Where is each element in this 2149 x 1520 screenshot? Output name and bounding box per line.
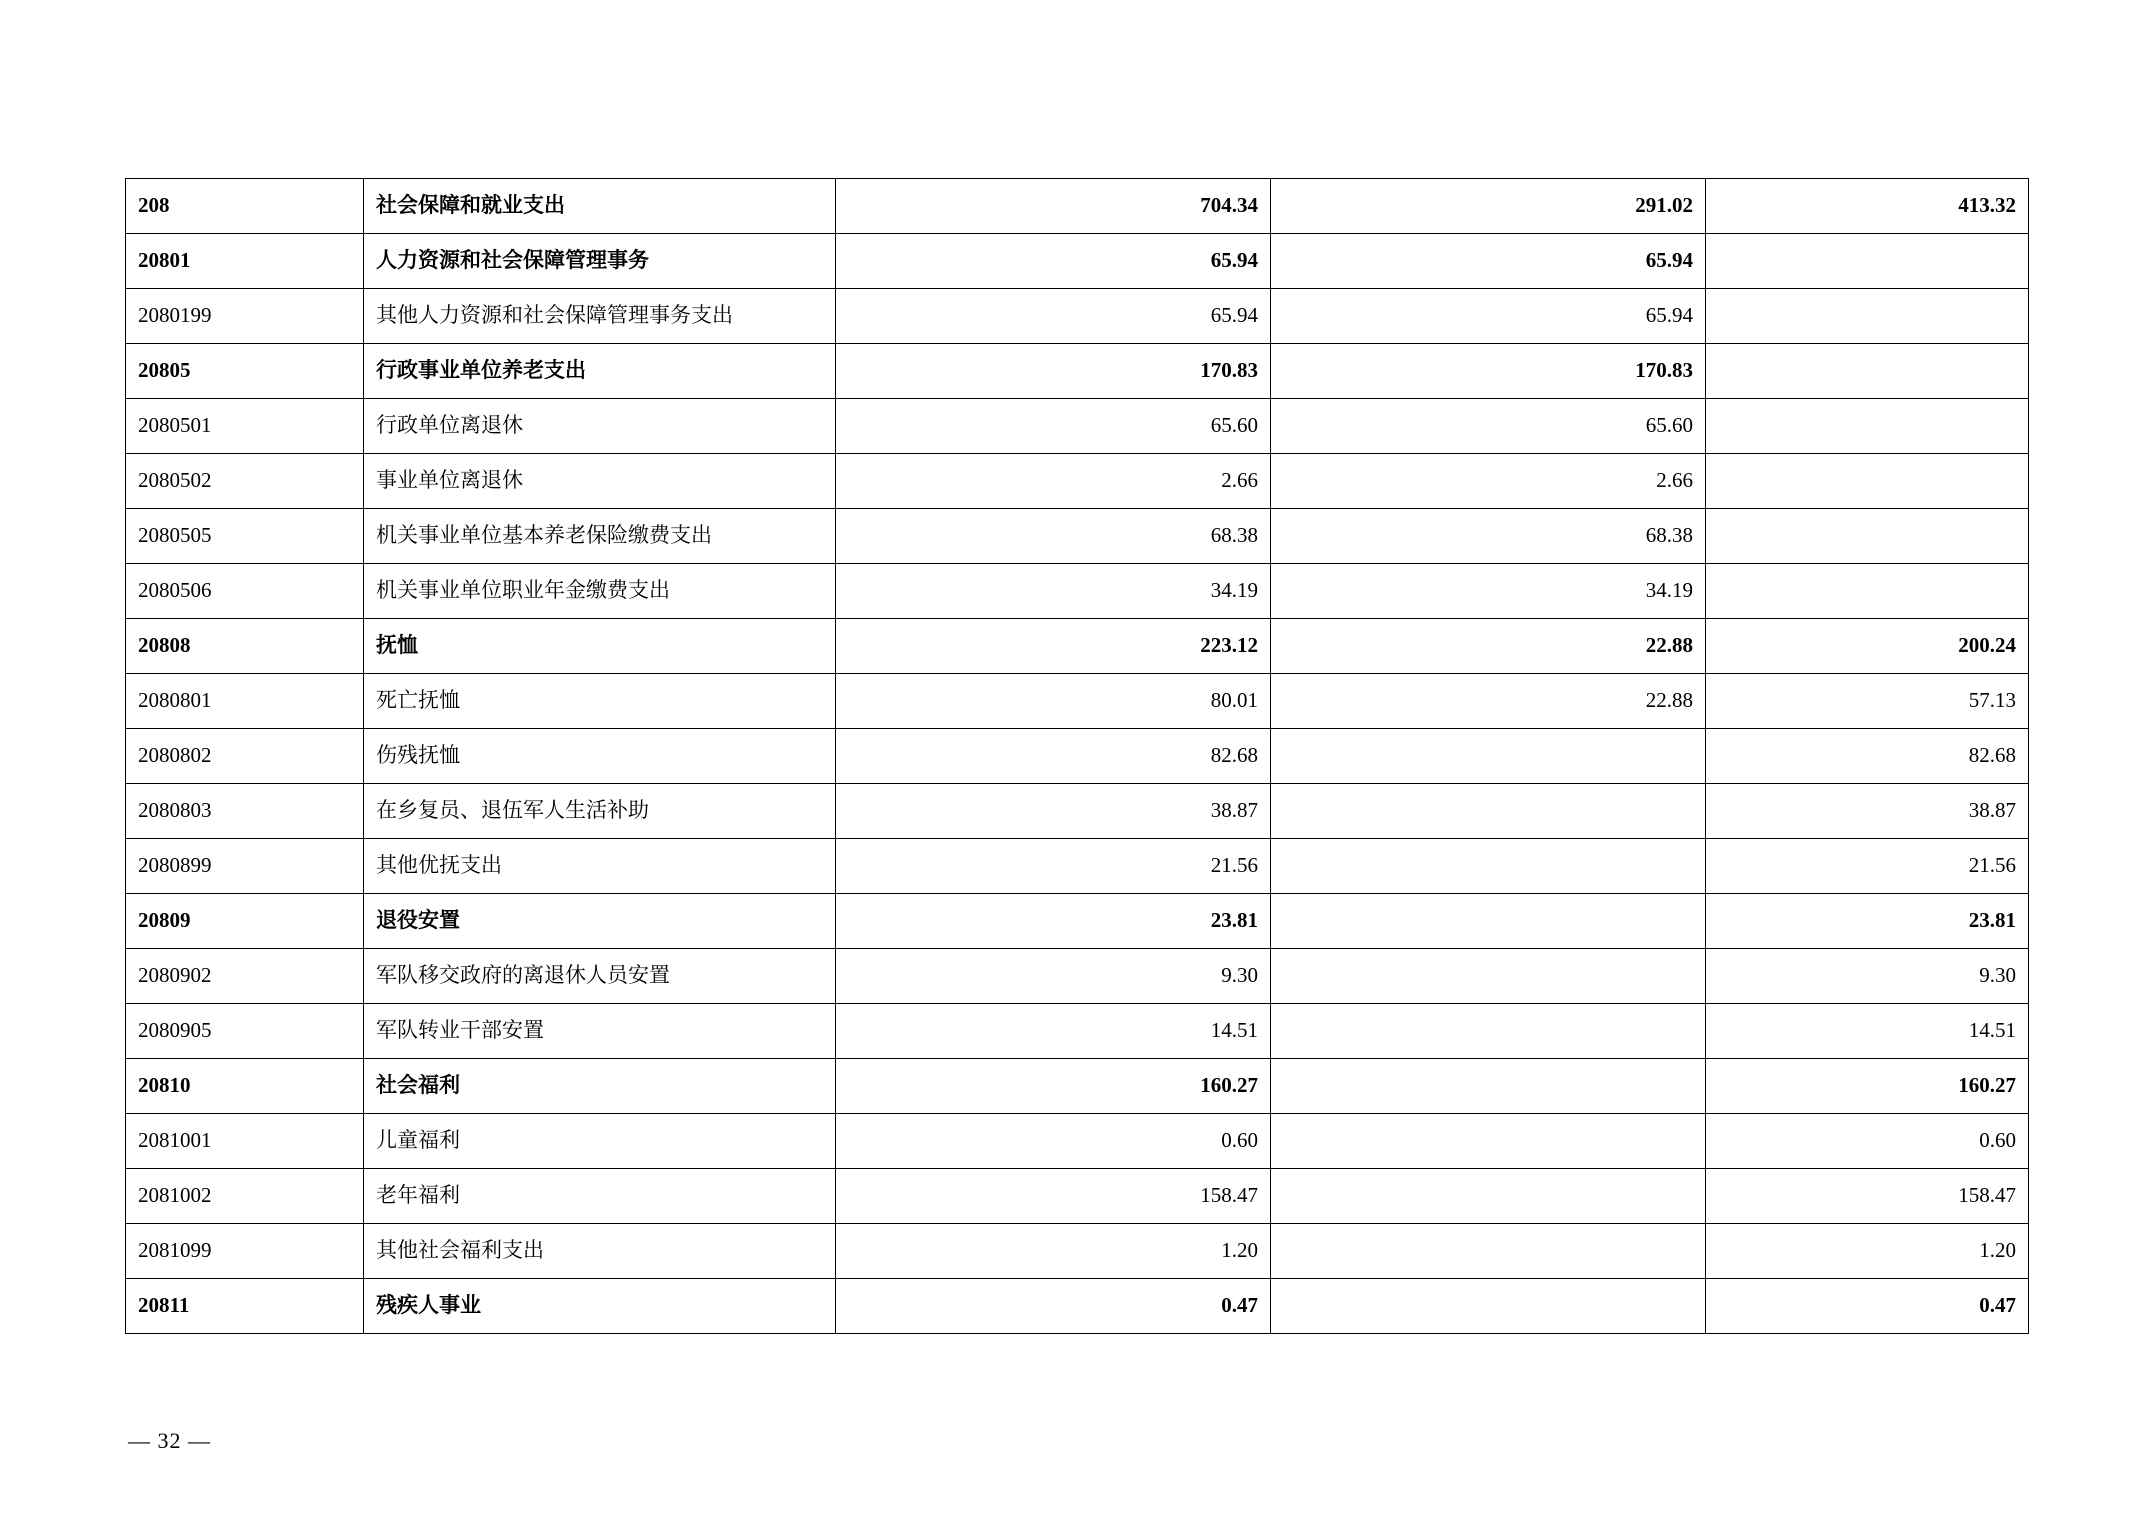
cell-total: 704.34	[836, 179, 1271, 234]
cell-amount-3	[1706, 289, 2029, 344]
cell-name: 事业单位离退休	[364, 454, 836, 509]
table-row	[126, 949, 2029, 1004]
cell-code: 2080505	[126, 509, 364, 564]
table-row	[126, 399, 2029, 454]
cell-code: 208	[126, 179, 364, 234]
cell-amount-2: 65.94	[1271, 234, 1706, 289]
cell-code: 20810	[126, 1059, 364, 1114]
cell-code: 20809	[126, 894, 364, 949]
cell-amount-2: 170.83	[1271, 344, 1706, 399]
table-row	[126, 1224, 2029, 1279]
cell-amount-3: 0.47	[1706, 1279, 2029, 1334]
cell-amount-3	[1706, 509, 2029, 564]
cell-amount-3: 14.51	[1706, 1004, 2029, 1059]
cell-name: 机关事业单位基本养老保险缴费支出	[364, 509, 836, 564]
cell-name: 军队移交政府的离退休人员安置	[364, 949, 836, 1004]
table-row	[126, 894, 2029, 949]
cell-total: 2.66	[836, 454, 1271, 509]
cell-total: 65.94	[836, 289, 1271, 344]
cell-amount-2: 291.02	[1271, 179, 1706, 234]
table-row	[126, 1114, 2029, 1169]
cell-total: 1.20	[836, 1224, 1271, 1279]
cell-code: 2080199	[126, 289, 364, 344]
cell-name: 其他社会福利支出	[364, 1224, 836, 1279]
table-row	[126, 564, 2029, 619]
cell-amount-3: 0.60	[1706, 1114, 2029, 1169]
cell-code: 2080902	[126, 949, 364, 1004]
cell-total: 82.68	[836, 729, 1271, 784]
table-row	[126, 1059, 2029, 1114]
cell-code: 20805	[126, 344, 364, 399]
cell-amount-2	[1271, 784, 1706, 839]
table-row	[126, 839, 2029, 894]
cell-amount-2	[1271, 1059, 1706, 1114]
cell-amount-3: 1.20	[1706, 1224, 2029, 1279]
cell-code: 2080506	[126, 564, 364, 619]
cell-total: 80.01	[836, 674, 1271, 729]
budget-expenditure-table	[125, 178, 2029, 1334]
cell-total: 21.56	[836, 839, 1271, 894]
cell-amount-3	[1706, 234, 2029, 289]
cell-code: 20811	[126, 1279, 364, 1334]
cell-amount-3: 160.27	[1706, 1059, 2029, 1114]
table-row	[126, 509, 2029, 564]
cell-code: 2081099	[126, 1224, 364, 1279]
cell-code: 2080801	[126, 674, 364, 729]
cell-total: 65.60	[836, 399, 1271, 454]
cell-amount-2: 65.60	[1271, 399, 1706, 454]
cell-amount-3: 413.32	[1706, 179, 2029, 234]
cell-code: 20808	[126, 619, 364, 674]
cell-amount-2: 34.19	[1271, 564, 1706, 619]
cell-amount-3: 21.56	[1706, 839, 2029, 894]
cell-amount-3: 158.47	[1706, 1169, 2029, 1224]
table-row	[126, 289, 2029, 344]
table-row	[126, 729, 2029, 784]
cell-name: 死亡抚恤	[364, 674, 836, 729]
cell-total: 0.60	[836, 1114, 1271, 1169]
cell-name: 人力资源和社会保障管理事务	[364, 234, 836, 289]
table-row	[126, 784, 2029, 839]
cell-name: 儿童福利	[364, 1114, 836, 1169]
table-row	[126, 1279, 2029, 1334]
page-number: — 32 —	[128, 1428, 211, 1453]
cell-amount-3: 9.30	[1706, 949, 2029, 1004]
cell-name: 在乡复员、退伍军人生活补助	[364, 784, 836, 839]
cell-code: 2080905	[126, 1004, 364, 1059]
cell-name: 机关事业单位职业年金缴费支出	[364, 564, 836, 619]
table-row	[126, 674, 2029, 729]
cell-amount-3: 82.68	[1706, 729, 2029, 784]
cell-code: 2080803	[126, 784, 364, 839]
cell-amount-2: 22.88	[1271, 674, 1706, 729]
cell-total: 38.87	[836, 784, 1271, 839]
cell-amount-2: 68.38	[1271, 509, 1706, 564]
cell-total: 14.51	[836, 1004, 1271, 1059]
cell-amount-2	[1271, 1279, 1706, 1334]
cell-total: 9.30	[836, 949, 1271, 1004]
cell-total: 34.19	[836, 564, 1271, 619]
cell-name: 行政单位离退休	[364, 399, 836, 454]
table-row	[126, 1004, 2029, 1059]
cell-amount-2: 2.66	[1271, 454, 1706, 509]
cell-name: 退役安置	[364, 894, 836, 949]
cell-amount-2	[1271, 949, 1706, 1004]
cell-amount-3: 23.81	[1706, 894, 2029, 949]
cell-code: 2081002	[126, 1169, 364, 1224]
cell-amount-2	[1271, 1169, 1706, 1224]
cell-name: 抚恤	[364, 619, 836, 674]
cell-total: 65.94	[836, 234, 1271, 289]
cell-amount-3	[1706, 454, 2029, 509]
cell-amount-2: 22.88	[1271, 619, 1706, 674]
cell-name: 老年福利	[364, 1169, 836, 1224]
cell-code: 2080502	[126, 454, 364, 509]
budget-table-body	[126, 179, 2029, 1334]
cell-name: 其他人力资源和社会保障管理事务支出	[364, 289, 836, 344]
cell-amount-3: 200.24	[1706, 619, 2029, 674]
cell-amount-3	[1706, 564, 2029, 619]
cell-name: 其他优抚支出	[364, 839, 836, 894]
cell-total: 23.81	[836, 894, 1271, 949]
cell-amount-3	[1706, 399, 2029, 454]
cell-amount-2	[1271, 894, 1706, 949]
table-row	[126, 344, 2029, 399]
cell-code: 2080802	[126, 729, 364, 784]
cell-amount-2	[1271, 1004, 1706, 1059]
cell-name: 伤残抚恤	[364, 729, 836, 784]
cell-name: 社会保障和就业支出	[364, 179, 836, 234]
table-row	[126, 234, 2029, 289]
table-row	[126, 179, 2029, 234]
table-row	[126, 1169, 2029, 1224]
cell-amount-2	[1271, 729, 1706, 784]
cell-amount-3: 38.87	[1706, 784, 2029, 839]
cell-amount-3	[1706, 344, 2029, 399]
cell-name: 残疾人事业	[364, 1279, 836, 1334]
table-row	[126, 619, 2029, 674]
cell-amount-2	[1271, 1114, 1706, 1169]
cell-name: 社会福利	[364, 1059, 836, 1114]
cell-name: 行政事业单位养老支出	[364, 344, 836, 399]
cell-code: 20801	[126, 234, 364, 289]
cell-total: 68.38	[836, 509, 1271, 564]
cell-amount-3: 57.13	[1706, 674, 2029, 729]
budget-table-container	[125, 178, 2028, 1334]
cell-name: 军队转业干部安置	[364, 1004, 836, 1059]
cell-amount-2: 65.94	[1271, 289, 1706, 344]
cell-code: 2080899	[126, 839, 364, 894]
cell-total: 160.27	[836, 1059, 1271, 1114]
cell-code: 2080501	[126, 399, 364, 454]
cell-total: 0.47	[836, 1279, 1271, 1334]
cell-amount-2	[1271, 1224, 1706, 1279]
cell-total: 223.12	[836, 619, 1271, 674]
cell-amount-2	[1271, 839, 1706, 894]
table-row	[126, 454, 2029, 509]
cell-code: 2081001	[126, 1114, 364, 1169]
cell-total: 170.83	[836, 344, 1271, 399]
cell-total: 158.47	[836, 1169, 1271, 1224]
